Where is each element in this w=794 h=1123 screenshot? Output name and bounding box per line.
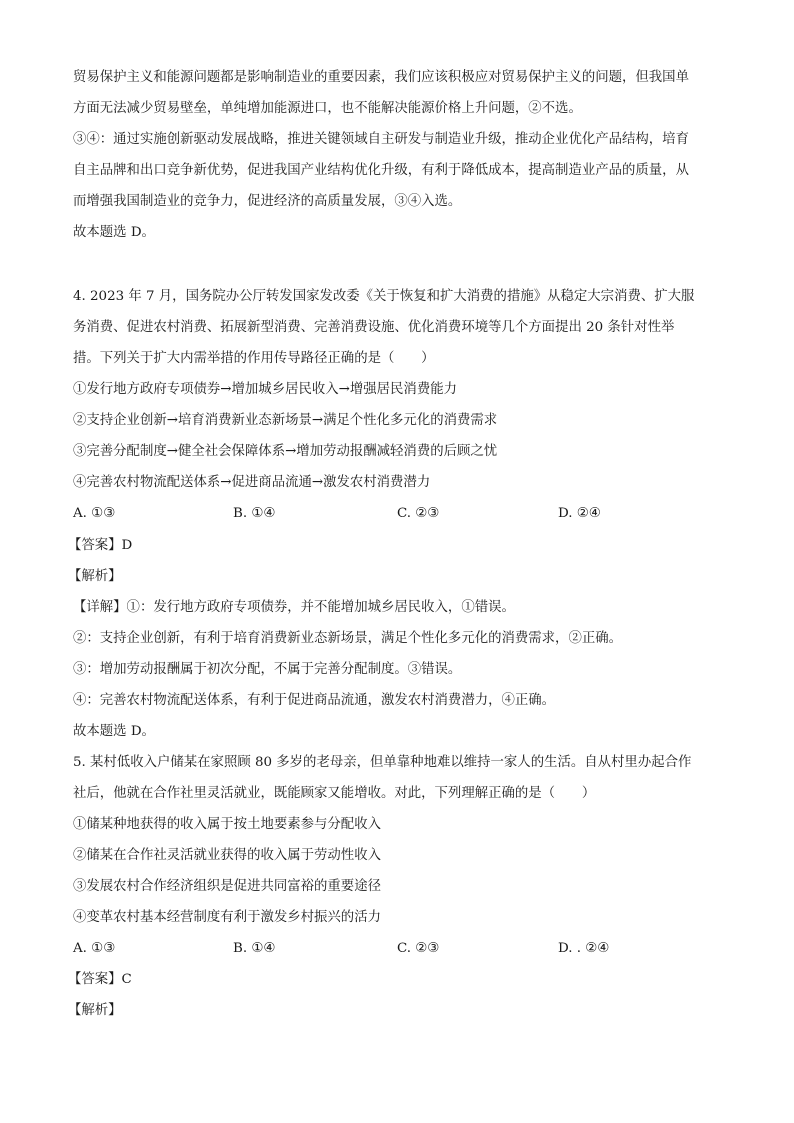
continuation-line-5: 而增强我国制造业的竞争力，促进经济的高质量发展，③④入选。 [73,194,462,209]
q5-statement-1: ①储某种地获得的收入属于按土地要素参与分配收入 [73,817,381,832]
q4-option-d: D. ②④ [558,506,601,521]
continuation-conclusion: 故本题选 D。 [73,225,155,240]
q5-statement-4: ④变革农村基本经营制度有利于激发乡村振兴的活力 [73,910,381,925]
q4-stem-line-2: 务消费、促进农村消费、拓展新型消费、完善消费设施、优化消费环境等几个方面提出 20 条针对性举 [73,320,675,335]
q4-stem-line-3: 措。下列关于扩大内需举措的作用传导路径正确的是（ ） [73,351,435,366]
continuation-line-1: 贸易保护主义和能源问题都是影响制造业的重要因素，我们应该积极应对贸易保护主义的问题，但我国单 [73,70,689,85]
q5-option-b: B. ①④ [233,941,276,956]
q4-answer: 【答案】D [68,538,133,553]
q4-option-c: C. ②③ [397,506,440,521]
q4-option-a: A. ①③ [73,506,116,521]
q5-option-a: A. ①③ [73,941,116,956]
q4-detail-3: ③：增加劳动报酬属于初次分配，不属于完善分配制度。③错误。 [73,662,462,677]
q5-stem-line-1: 5. 某村低收入户储某在家照顾 80 多岁的老母亲，但单靠种地难以维持一家人的生活。自从村里办起合作 [73,755,692,770]
continuation-line-4: 自主品牌和出口竞争新优势，促进我国产业结构优化升级，有利于降低成本，提高制造业产品的质量，从 [73,163,689,178]
q4-statement-4: ④完善农村物流配送体系→促进商品流通→激发农村消费潜力 [73,475,431,490]
q5-analysis-label: 【解析】 [68,1003,122,1018]
q5-stem-line-2: 社后，他就在合作社里灵活就业，既能顾家又能增收。对此，下列理解正确的是（ ） [73,786,596,801]
q4-statement-2: ②支持企业创新→培育消费新业态新场景→满足个性化多元化的消费需求 [73,413,498,428]
q5-answer: 【答案】C [68,972,132,987]
q4-statement-3: ③完善分配制度→健全社会保障体系→增加劳动报酬减轻消费的后顾之忧 [73,444,498,459]
q4-detail-4: ④：完善农村物流配送体系，有利于促进商品流通，激发农村消费潜力，④正确。 [73,693,556,708]
q5-option-d: D. . ②④ [558,941,610,956]
continuation-line-2: 方面无法减少贸易壁垒，单纯增加能源进口，也不能解决能源价格上升问题，②不选。 [73,101,582,116]
q4-stem-line-1: 4. 2023 年 7 月，国务院办公厅转发国家发改委《关于恢复和扩大消费的措施》从稳定大宗消费、扩大服 [73,289,695,304]
q4-option-b: B. ①④ [233,506,276,521]
q5-statement-3: ③发展农村合作经济组织是促进共同富裕的重要途径 [73,879,381,894]
q5-option-c: C. ②③ [397,941,440,956]
continuation-line-3: ③④：通过实施创新驱动发展战略，推进关键领域自主研发与制造业升级，推动企业优化产品结构，培育 [73,132,689,147]
q4-detail-2: ②：支持企业创新，有利于培育消费新业态新场景，满足个性化多元化的消费需求，②正确。 [73,631,623,646]
q5-statement-2: ②储某在合作社灵活就业获得的收入属于劳动性收入 [73,848,381,863]
q4-analysis-label: 【解析】 [68,569,122,584]
q4-detail-1: 【详解】①：发行地方政府专项债券，并不能增加城乡居民收入，①错误。 [73,600,515,615]
q4-statement-1: ①发行地方政府专项债券→增加城乡居民收入→增强居民消费能力 [73,382,457,397]
q4-conclusion: 故本题选 D。 [73,724,155,739]
